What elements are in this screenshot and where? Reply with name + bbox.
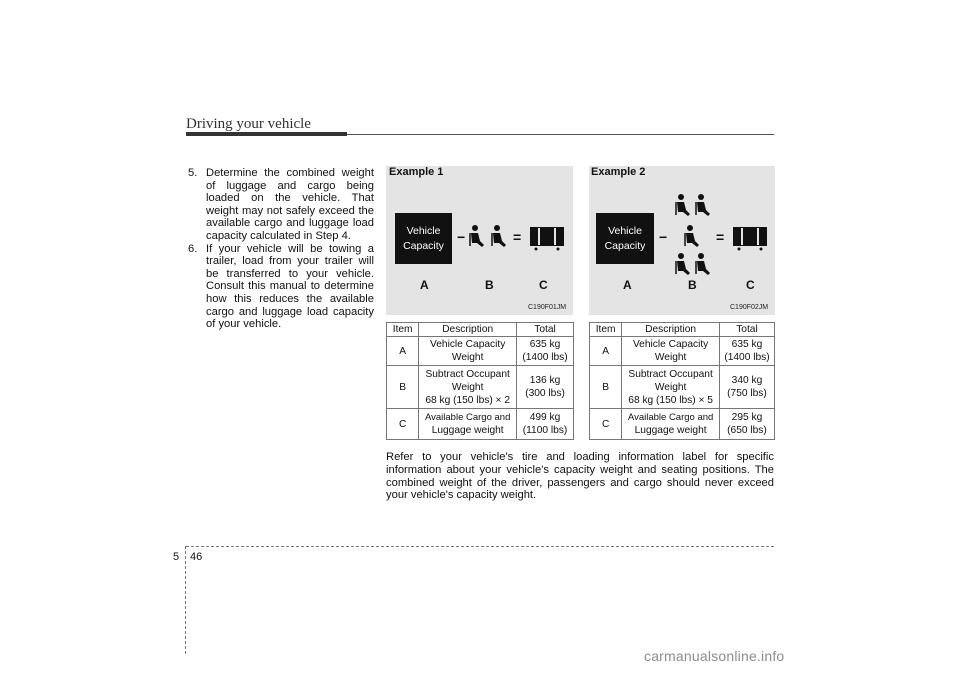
vehicle-capacity-line2: Capacity [604, 239, 646, 252]
label-a: A [420, 278, 429, 292]
label-b: B [688, 278, 697, 292]
total-line: 635 kg [529, 339, 561, 350]
minus-sign: − [457, 229, 466, 245]
total-line: 136 kg [529, 375, 561, 386]
label-c: C [539, 278, 548, 292]
table-row [387, 409, 574, 440]
figure-code: C190F02JM [730, 304, 769, 311]
table-header-row [387, 323, 574, 337]
total-line: 340 kg [731, 375, 763, 386]
desc-line: Weight [654, 381, 687, 393]
row-description [622, 366, 720, 409]
occupant-seat-icon [469, 224, 485, 248]
step-item [188, 167, 374, 243]
watermark: carmanualsonline.info [644, 648, 785, 664]
example2-title: Example 2 [591, 166, 646, 178]
vehicle-capacity-line1: Vehicle [406, 224, 441, 237]
vehicle-capacity-line1: Vehicle [608, 224, 642, 237]
occupant-seat-icon [675, 193, 691, 217]
total-line: 635 kg [731, 339, 763, 350]
desc-line: 68 kg (150 lbs) × 5 [628, 394, 713, 406]
vehicle-capacity-box [596, 213, 654, 264]
occupant-seat-icon [695, 193, 711, 217]
table-row [387, 366, 574, 409]
row-total [517, 366, 574, 409]
total-line: (1400 lbs) [522, 352, 568, 363]
desc-line: Weight [654, 352, 687, 363]
desc-line: Vehicle Capacity [632, 339, 709, 350]
occupant-seat-icon [684, 224, 700, 248]
desc-line: Luggage weight [431, 425, 504, 436]
desc-line: Subtract Occupant [628, 368, 713, 380]
example1-table [386, 322, 574, 440]
row-item: A [387, 337, 419, 366]
total-line: (650 lbs) [727, 425, 767, 436]
table-header-row [590, 323, 775, 337]
total-line: (300 lbs) [525, 388, 565, 399]
desc-line: Luggage weight [634, 425, 707, 436]
occupant-seat-icon [491, 224, 507, 248]
row-total [517, 409, 574, 440]
row-description [419, 366, 517, 409]
occupant-seat-icon [675, 252, 691, 276]
row-total [719, 337, 774, 366]
vehicle-capacity-box [395, 213, 452, 264]
desc-line: Available Cargo and [424, 412, 511, 423]
section-number: 5 [173, 551, 180, 563]
desc-line: Weight [451, 381, 484, 393]
header-item: Item [387, 323, 419, 337]
table-row [590, 337, 775, 366]
desc-line: Vehicle Capacity [430, 339, 506, 350]
label-c: C [746, 278, 755, 292]
step-number: 5. [188, 167, 198, 179]
header-total: Total [517, 323, 574, 337]
label-b: B [485, 278, 494, 292]
example1-panel [386, 166, 573, 315]
minus-sign: − [659, 229, 668, 245]
example2-panel [589, 166, 775, 315]
desc-line: Available Cargo and [627, 412, 714, 423]
occupant-seat-icon [695, 252, 711, 276]
equals-sign: = [716, 229, 725, 245]
total-line: (1400 lbs) [724, 352, 770, 363]
total-line: (1100 lbs) [522, 425, 568, 436]
row-item: C [590, 409, 622, 440]
example2-table [589, 322, 775, 440]
row-total [719, 366, 774, 409]
section-title: Driving your vehicle [186, 116, 311, 132]
header-rule-accent [186, 132, 347, 136]
header-description: Description [419, 323, 517, 337]
row-description [622, 409, 720, 440]
row-item: B [387, 366, 419, 409]
row-total [719, 409, 774, 440]
desc-line: Subtract Occupant [425, 368, 510, 380]
table-row [590, 409, 775, 440]
header-description: Description [622, 323, 720, 337]
footer-rule [186, 546, 774, 547]
table-row [387, 337, 574, 366]
figure-code: C190F01JM [528, 304, 567, 311]
row-description [419, 409, 517, 440]
header-total: Total [719, 323, 774, 337]
cargo-luggage-icon [529, 226, 565, 252]
desc-line: Weight [451, 352, 484, 363]
total-line: 295 kg [731, 412, 763, 423]
row-item: A [590, 337, 622, 366]
footer-vertical-rule [185, 546, 186, 654]
vehicle-capacity-line2: Capacity [403, 239, 444, 252]
step-text: If your vehicle will be towing a trailer, load from your trailer will be transferred to your vehicle. Consult this manual to determine how this reduces the available cargo and luggage load capacity of your vehicle. [206, 242, 374, 331]
total-line: (750 lbs) [727, 388, 767, 399]
steps-list [188, 167, 374, 331]
desc-line: 68 kg (150 lbs) × 2 [425, 394, 510, 406]
example1-title: Example 1 [389, 166, 444, 178]
step-text: Determine the combined weight of luggage and cargo being loaded on the vehicle. That weight may not safely exceed the available cargo and luggage load capacity calculated in Step 4. [206, 167, 374, 242]
row-total [517, 337, 574, 366]
row-item: B [590, 366, 622, 409]
table-row [590, 366, 775, 409]
equals-sign: = [513, 229, 522, 245]
cargo-luggage-icon [732, 226, 768, 252]
capacity-note-paragraph: Refer to your vehicle's tire and loading information label for specific information about your vehicle's capacity weight and seating positions. The combined weight of the driver, passengers and cargo should never exceed your vehicle's capacity weight. [386, 451, 774, 502]
label-a: A [623, 278, 632, 292]
row-description [622, 337, 720, 366]
page-number: 46 [190, 551, 203, 563]
step-number: 6. [188, 242, 198, 255]
row-description [419, 337, 517, 366]
step-item [188, 243, 374, 331]
total-line: 499 kg [529, 412, 561, 423]
header-item: Item [590, 323, 622, 337]
row-item: C [387, 409, 419, 440]
